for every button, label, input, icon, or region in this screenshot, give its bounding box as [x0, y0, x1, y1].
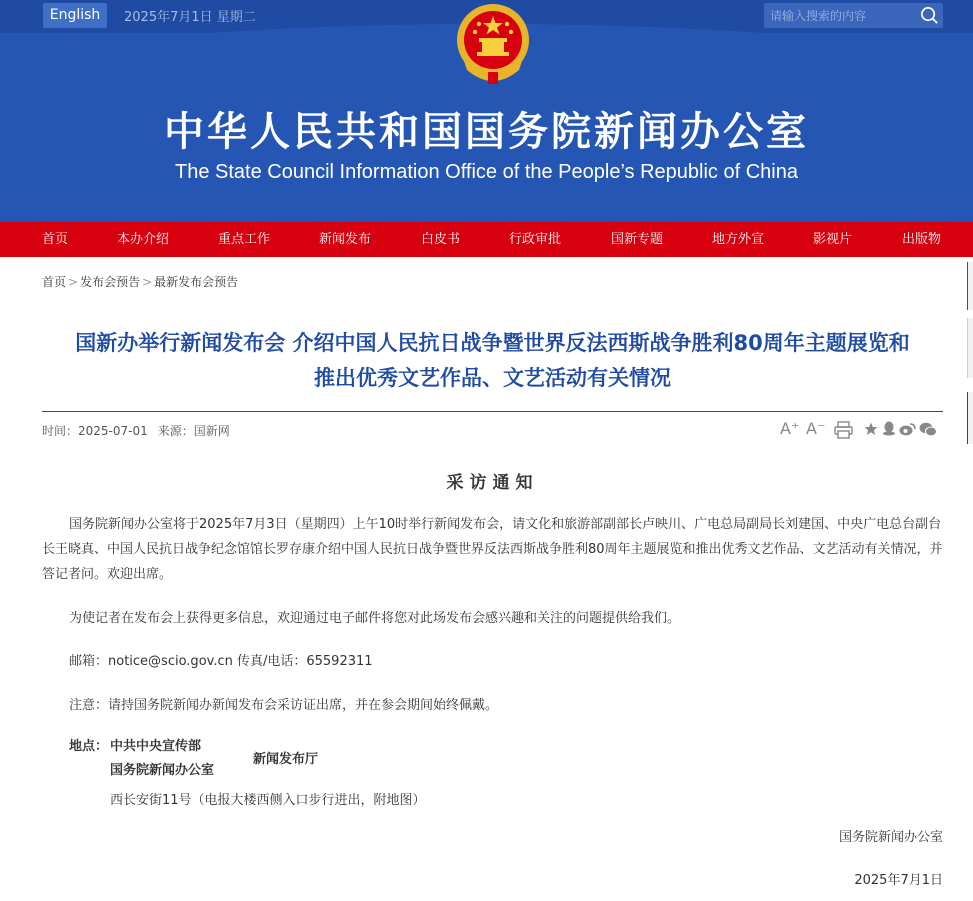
site-header: [0, 0, 973, 222]
print-icon[interactable]: [834, 421, 853, 439]
paragraph-intro: 国务院新闻办公室将于2025年7月3日（星期四）上午10时举行新闻发布会，请文化和旅游部副部长卢映川、广电总局副局长刘建国、中央广电总台副台长王晓真、中国人民抗日战争纪念馆馆长罗存康介绍中国人民抗日战争暨世界反法西斯战争胜利80周年主题展览和推出优秀文艺作品、文艺活动有关情况，并答记者问。欢迎出席。: [42, 517, 943, 582]
national-emblem-icon: [455, 2, 531, 86]
time-value: 2025-07-01: [78, 424, 148, 438]
article-title-line: 推出优秀文艺作品、文艺活动有关情况: [314, 366, 671, 390]
nav-item-about[interactable]: 本办介绍: [117, 232, 170, 247]
site-title-cn: 中华人民共和国国务院新闻办公室: [164, 109, 809, 155]
side-float-tab[interactable]: [967, 262, 973, 310]
nav-item-topics[interactable]: 国新专题: [611, 232, 664, 247]
article-meta: [42, 422, 240, 439]
site-title-en: The State Council Information Office of the People’s Republic of China: [175, 161, 798, 183]
paragraph-attention: 注意：请持国务院新闻办新闻发布会采访证出席，并在参会期间始终佩戴。: [69, 698, 499, 713]
paragraph-contact: 邮箱：notice@scio.gov.cn 传真/电话：65592311: [69, 654, 373, 669]
article-title: [42, 326, 943, 396]
time-label: 时间：: [42, 424, 79, 438]
title-divider: [42, 411, 943, 412]
breadcrumb-sep: >: [68, 275, 79, 289]
nav-item-local[interactable]: 地方外宣: [712, 232, 765, 247]
signature-date: 2025年7月1日: [854, 873, 943, 888]
signature: 国务院新闻办公室: [838, 830, 943, 845]
search-input[interactable]: [770, 6, 910, 25]
location-line: 中共中央宣传部: [110, 739, 202, 754]
nav-item-publications[interactable]: 出版物: [902, 232, 942, 247]
article-tools: [780, 419, 943, 441]
breadcrumb-press-preview[interactable]: 发布会预告: [80, 275, 141, 289]
nav-item-admin-approval[interactable]: 行政审批: [509, 232, 562, 247]
source-label: 来源：: [157, 424, 194, 438]
breadcrumb-latest-preview[interactable]: 最新发布会预告: [154, 275, 239, 289]
location-hall: 新闻发布厅: [253, 752, 319, 767]
nav-item-key-work[interactable]: 重点工作: [218, 232, 271, 247]
qq-share-icon[interactable]: [882, 421, 896, 436]
font-increase-button[interactable]: A⁺: [780, 419, 800, 438]
nav-item-white-papers[interactable]: 白皮书: [421, 232, 461, 247]
paragraph-questions: 为使记者在发布会上获得更多信息，欢迎通过电子邮件将您对此场发布会感兴趣和关注的问题提供给我们。: [69, 611, 681, 626]
side-float-tab[interactable]: [967, 392, 973, 444]
source-value: 国新网: [193, 424, 230, 438]
breadcrumb: [42, 273, 238, 290]
nav-item-videos[interactable]: 影视片: [813, 232, 853, 247]
font-decrease-button[interactable]: A⁻: [806, 419, 826, 438]
main-nav: [0, 222, 973, 257]
weibo-share-icon[interactable]: [899, 422, 916, 436]
breadcrumb-sep: >: [142, 275, 153, 289]
breadcrumb-home[interactable]: 首页: [42, 275, 67, 289]
location-line: 国务院新闻办公室: [110, 763, 215, 778]
location-address: 西长安街11号（电报大楼西侧入口步行进出，附地图）: [110, 793, 426, 808]
search-icon[interactable]: [920, 6, 939, 25]
wechat-share-icon[interactable]: [919, 422, 937, 437]
favorite-star-icon[interactable]: [864, 422, 878, 436]
english-button[interactable]: English: [43, 3, 107, 28]
nav-item-press-release[interactable]: 新闻发布: [319, 232, 372, 247]
current-date: 2025年7月1日 星期二: [124, 10, 256, 25]
search-box: [764, 3, 943, 28]
notice-heading: 采访通知: [446, 473, 539, 493]
article-title-line: 国新办举行新闻发布会 介绍中国人民抗日战争暨世界反法西斯战争胜利80周年主题展览和: [75, 331, 910, 355]
location-label: 地点：: [69, 739, 109, 754]
side-float-tab[interactable]: [967, 318, 973, 378]
nav-item-home[interactable]: 首页: [42, 232, 69, 247]
